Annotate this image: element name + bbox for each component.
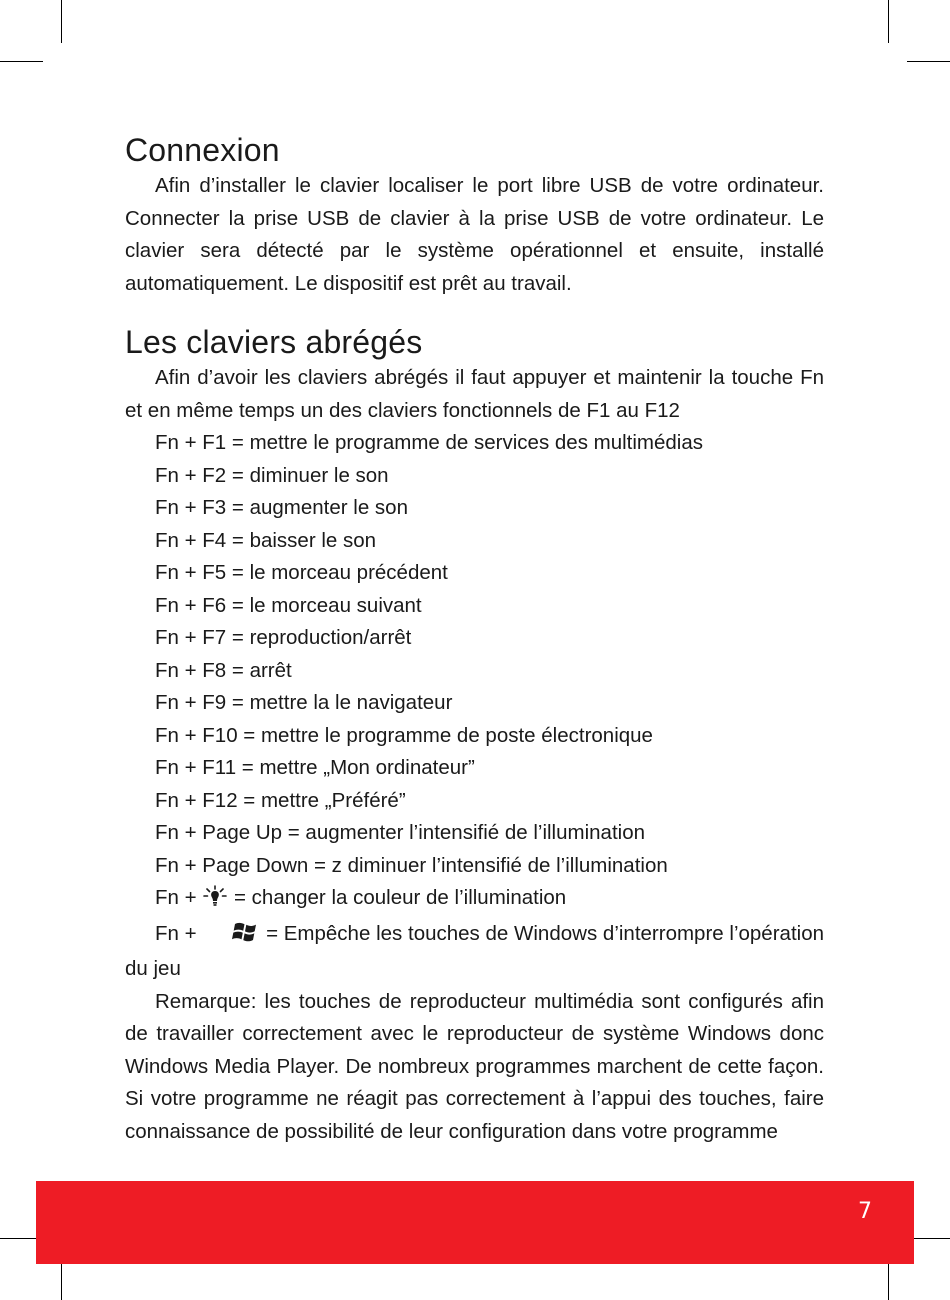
crop-mark: [61, 0, 62, 43]
shortcut-item: Fn + F7 = reproduction/arrêt: [155, 626, 412, 649]
light-bulb-icon: [202, 885, 228, 918]
shortcut-prefix: Fn +: [155, 921, 197, 945]
shortcut-item: Fn + F4 = baisser le son: [155, 528, 377, 552]
shortcut-description: = Empêche les touches de Windows d’interrompre l’opération du jeu: [125, 921, 824, 980]
shortcut-item: Fn + F9 = mettre la le navigateur: [155, 691, 453, 714]
shortcut-list: [125, 427, 824, 986]
shortcut-description: = changer la couleur de l’illumination: [234, 886, 567, 909]
shortcut-item: Fn + F5 = le morceau précédent: [155, 561, 448, 584]
windows-logo-icon: [202, 921, 260, 954]
shortcut-item: Fn + F8 = arrêt: [155, 658, 292, 682]
page-content: [125, 130, 824, 1148]
page-number: 7: [858, 1199, 872, 1224]
remark-paragraph: Remarque: les touches de reproducteur multimédia sont configurés afin de travailler correctement avec le reproducteur de système Windows donc Windows Media Player. De nombreux programmes marchent de cette façon. Si votre programme ne réagit pas correctement à l’appui des touches, faire connaissance de possibilité de leur configuration dans votre programme: [125, 989, 824, 1143]
shortcut-item-light: [125, 882, 824, 918]
section-title-connexion: Connexion: [125, 132, 280, 168]
shortcut-item-windows: [125, 918, 824, 986]
shortcut-item: Fn + Page Up = augmenter l’intensifié de l’illumination: [155, 821, 645, 844]
crop-mark: [907, 61, 950, 62]
shortcut-item: Fn + F11 = mettre „Mon ordinateur”: [155, 756, 475, 779]
footer-bar: [36, 1181, 914, 1264]
shortcut-item: Fn + F2 = diminuer le son: [155, 463, 389, 487]
shortcut-item: Fn + F12 = mettre „Préféré”: [155, 788, 406, 812]
shortcut-item: Fn + F10 = mettre le programme de poste électronique: [155, 723, 653, 747]
shortcuts-intro: Afin d’avoir les claviers abrégés il faut appuyer et maintenir la touche Fn et en même temps un des claviers fonctionnels de F1 au F12: [125, 366, 824, 422]
shortcut-item: Fn + F3 = augmenter le son: [155, 496, 408, 519]
connexion-paragraph: Afin d’installer le clavier localiser le port libre USB de votre ordinateur. Connecter la prise USB de clavier à la prise USB de votre ordinateur. Le clavier sera détecté par le système opérationnel et ensuite, installé automatiquement. Le dispositif est prêt au travail.: [125, 174, 824, 295]
shortcut-item: Fn + F6 = le morceau suivant: [155, 593, 422, 617]
shortcut-item: Fn + F1 = mettre le programme de services des multimédias: [155, 431, 704, 454]
shortcut-prefix: Fn +: [155, 886, 197, 909]
crop-mark: [888, 0, 889, 43]
section-title-shortcuts: Les claviers abrégés: [125, 324, 423, 360]
shortcut-item: Fn + Page Down = z diminuer l’intensifié de l’illumination: [155, 853, 668, 877]
crop-mark: [0, 61, 43, 62]
